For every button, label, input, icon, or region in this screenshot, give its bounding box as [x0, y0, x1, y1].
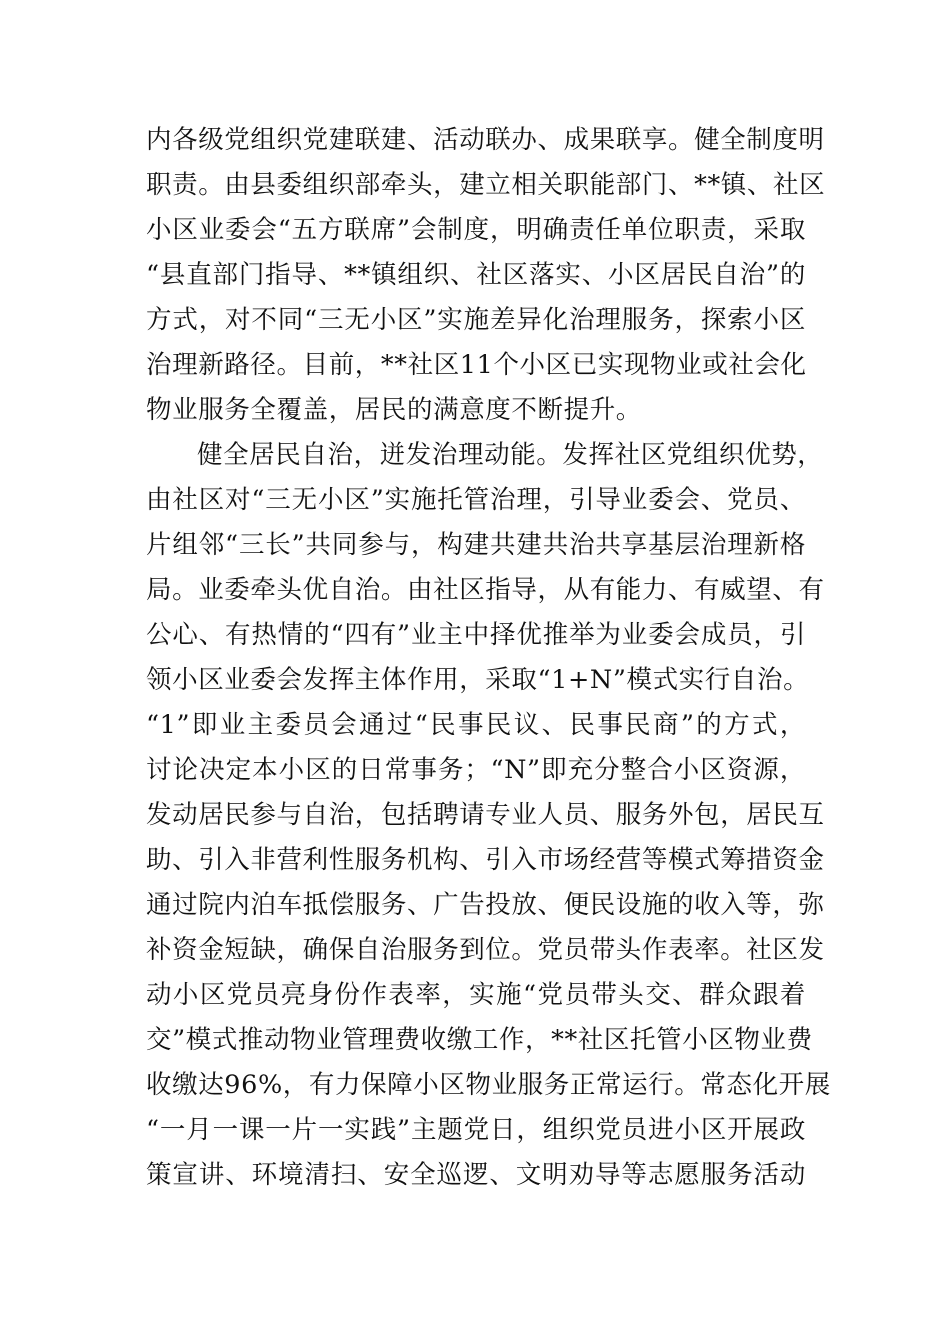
text-line: 收缴达96%，有力保障小区物业服务正常运行。常态化开展 [146, 1070, 831, 1100]
text-line: 治理新路径。目前，**社区11个小区已实现物业或社会化 [146, 350, 807, 380]
text-line: “县直部门指导、**镇组织、社区落实、小区居民自治”的 [146, 260, 806, 290]
text-line: “一月一课一片一实践”主题党日，组织党员进小区开展政 [146, 1115, 806, 1145]
text-line: 策宣讲、环境清扫、安全巡逻、文明劝导等志愿服务活动 [146, 1160, 806, 1190]
text-line: 讨论决定本小区的日常事务；“N”即充分整合小区资源， [146, 755, 806, 785]
text-line: 由社区对“三无小区”实施托管治理，引导业委会、党员、 [146, 485, 806, 515]
text-line: 物业服务全覆盖，居民的满意度不断提升。 [146, 395, 642, 425]
text-line: 小区业委会“五方联席”会制度，明确责任单位职责，采取 [146, 215, 806, 245]
body-text [146, 118, 831, 1198]
text-line: 内各级党组织党建联建、活动联办、成果联享。健全制度明 [146, 125, 825, 155]
text-line: 片组邻“三长”共同参与，构建共建共治共享基层治理新格 [146, 530, 806, 560]
text-line: 交”模式推动物业管理费收缴工作，**社区托管小区物业费 [146, 1025, 813, 1055]
text-line: 补资金短缺，确保自治服务到位。党员带头作表率。社区发 [146, 935, 825, 965]
text-line: 公心、有热情的“四有”业主中择优推举为业委会成员，引 [146, 620, 806, 650]
text-line: 发动居民参与自治，包括聘请专业人员、服务外包，居民互 [146, 800, 825, 830]
paragraph-first-line: 健全居民自治，迸发治理动能。发挥社区党组织优势， [197, 440, 824, 470]
text-line: 通过院内泊车抵偿服务、广告投放、便民设施的收入等，弥 [146, 890, 825, 920]
text-line: 领小区业委会发挥主体作用，采取“1+N”模式实行自治。 [146, 665, 810, 695]
text-line: 方式，对不同“三无小区”实施差异化治理服务，探索小区 [146, 305, 806, 335]
text-line: 职责。由县委组织部牵头，建立相关职能部门、**镇、社区 [146, 170, 826, 200]
text-line: 动小区党员亮身份作表率，实施“党员带头交、群众跟着 [146, 980, 806, 1010]
text-line: 局。业委牵头优自治。由社区指导，从有能力、有威望、有 [146, 575, 825, 605]
text-line: “1”即业主委员会通过“民事民议、民事民商”的方式， [146, 710, 806, 740]
text-line: 助、引入非营利性服务机构、引入市场经营等模式筹措资金 [146, 845, 825, 875]
